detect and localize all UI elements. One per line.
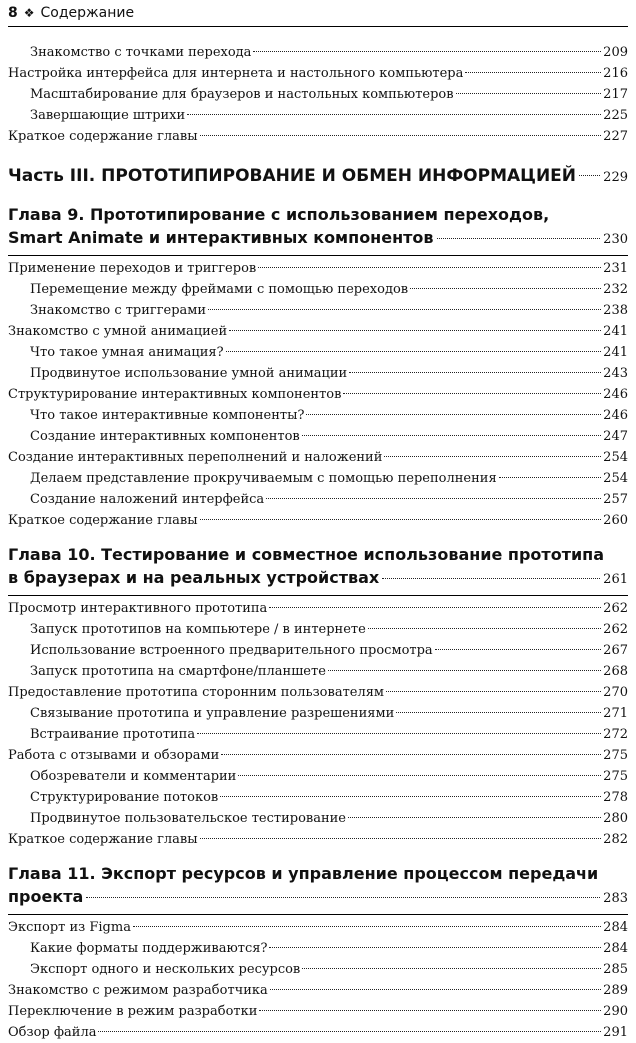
toc-entry: [8, 661, 628, 682]
part-title: Часть III. ПРОТОТИПИРОВАНИЕ И ОБМЕН ИНФОРМАЦИЕЙ: [8, 166, 577, 186]
leader-dots: [348, 817, 601, 818]
leader-dots: [221, 754, 601, 755]
entry-title: Завершающие штрихи: [30, 108, 186, 123]
entry-page: 260: [603, 513, 628, 528]
entry-page: 225: [603, 108, 628, 123]
leader-dots: [226, 351, 602, 352]
toc-entry: [8, 1022, 628, 1043]
entry-title: Создание интерактивных компонентов: [30, 429, 300, 444]
entry-title: Краткое содержание главы: [8, 129, 198, 144]
toc-entry: [8, 938, 628, 959]
entry-title: Продвинутое пользовательское тестирование: [30, 811, 346, 826]
toc-entry: [8, 489, 628, 510]
entry-page: 241: [603, 324, 628, 339]
entry-title: Настройка интерфейса для интернета и настольного компьютера: [8, 66, 464, 81]
entry-title: Создание наложений интерфейса: [30, 492, 265, 507]
part-heading: [8, 161, 628, 191]
leader-dots: [384, 456, 601, 457]
leader-dots: [343, 393, 601, 394]
toc-entry: [8, 426, 628, 447]
toc-entry: [8, 321, 628, 342]
leader-dots: [200, 838, 602, 839]
chapter-title-line2: [8, 226, 628, 251]
entry-title: Что такое умная анимация?: [30, 345, 224, 360]
toc-entry: [8, 279, 628, 300]
entry-title: Экспорт из Figma: [8, 920, 131, 935]
entry-title: Экспорт одного и нескольких ресурсов: [30, 962, 301, 977]
entry-title: Структурирование интерактивных компонентов: [8, 387, 342, 402]
entry-title: Краткое содержание главы: [8, 513, 198, 528]
leader-dots: [579, 175, 600, 176]
entry-page: 262: [603, 622, 628, 637]
chapter-title-line2-text: проекта: [8, 887, 84, 906]
entry-page: 216: [603, 66, 628, 81]
toc-entry: [8, 917, 628, 938]
entry-title: Предоставление прототипа сторонним пользователям: [8, 685, 385, 700]
toc-entry: [8, 468, 628, 489]
entry-page: 284: [603, 941, 628, 956]
toc-entry: [8, 384, 628, 405]
entry-title: Работа с отзывами и обзорами: [8, 748, 220, 763]
leader-dots: [437, 238, 601, 239]
entry-title: Создание интерактивных переполнений и наложений: [8, 450, 383, 465]
leader-dots: [410, 288, 601, 289]
chapter-title-line2: [8, 885, 628, 910]
entry-title: Знакомство с точками перехода: [30, 45, 252, 60]
header-title: Содержание: [40, 5, 135, 21]
leader-dots: [368, 628, 601, 629]
entry-page: 238: [603, 303, 628, 318]
toc-entry: [8, 300, 628, 321]
leader-dots: [499, 477, 602, 478]
toc-entry: [8, 363, 628, 384]
entry-title: Обозреватели и комментарии: [30, 769, 237, 784]
leader-dots: [456, 93, 602, 94]
toc-entry: [8, 619, 628, 640]
entry-page: 232: [603, 282, 628, 297]
entry-page: 262: [603, 601, 628, 616]
leader-dots: [229, 330, 601, 331]
entry-title: Встраивание прототипа: [30, 727, 196, 742]
leader-dots: [258, 267, 601, 268]
leader-dots: [269, 607, 601, 608]
entry-page: 285: [603, 962, 628, 977]
leader-dots: [270, 989, 601, 990]
chapter-heading: [8, 862, 628, 910]
entry-page: 243: [603, 366, 628, 381]
toc-entry: [8, 258, 628, 279]
entry-page: 268: [603, 664, 628, 679]
leader-dots: [259, 1010, 601, 1011]
leader-dots: [349, 372, 601, 373]
entry-page: 246: [603, 387, 628, 402]
table-of-contents: [8, 42, 628, 1043]
chapter-page: 283: [603, 891, 628, 906]
part-page: 229: [603, 170, 628, 185]
chapter-title-line1: Глава 11. Экспорт ресурсов и управление процессом передачи: [8, 864, 599, 883]
entry-page: 241: [603, 345, 628, 360]
entry-page: 209: [603, 45, 628, 60]
chapter-entries: [8, 917, 628, 1043]
chapter-page: 230: [603, 232, 628, 247]
entry-page: 247: [603, 429, 628, 444]
toc-entry: [8, 808, 628, 829]
leader-dots: [98, 1031, 601, 1032]
chapter-heading: [8, 543, 628, 591]
entry-page: 280: [603, 811, 628, 826]
toc-entry: [8, 703, 628, 724]
entry-title: Структурирование потоков: [30, 790, 219, 805]
leader-dots: [187, 114, 601, 115]
leader-dots: [200, 135, 602, 136]
page-number: 8: [8, 5, 18, 21]
leader-dots: [200, 519, 602, 520]
leader-dots: [465, 72, 601, 73]
chapter-title-line1: Глава 9. Прототипирование с использованием переходов,: [8, 205, 550, 224]
entry-page: 217: [603, 87, 628, 102]
toc-entry: [8, 724, 628, 745]
leader-dots: [382, 578, 600, 579]
entry-title: Знакомство с триггерами: [30, 303, 207, 318]
entry-page: 271: [603, 706, 628, 721]
chapter-title-line2: [8, 566, 628, 591]
leader-dots: [220, 796, 601, 797]
entry-page: 246: [603, 408, 628, 423]
leader-dots: [208, 309, 601, 310]
toc-entry: [8, 598, 628, 619]
chapter-title-line1: Глава 10. Тестирование и совместное использование прототипа: [8, 545, 605, 564]
entry-title: Знакомство с умной анимацией: [8, 324, 228, 339]
entry-page: 227: [603, 129, 628, 144]
leader-dots: [386, 691, 601, 692]
entry-page: 284: [603, 920, 628, 935]
entry-title: Делаем представление прокручиваемым с помощью переполнения: [30, 471, 497, 486]
toc-entry: [8, 405, 628, 426]
chapter-title-line2-text: Smart Animate и интерактивных компонентов: [8, 228, 434, 247]
entry-page: 291: [603, 1025, 628, 1040]
leader-dots: [435, 649, 602, 650]
toc-entry: [8, 787, 628, 808]
chapter-entries: [8, 258, 628, 531]
entry-title: Применение переходов и триггеров: [8, 261, 257, 276]
entry-page: 290: [603, 1004, 628, 1019]
toc-entry: [8, 342, 628, 363]
entry-title: Масштабирование для браузеров и настольных компьютеров: [30, 87, 454, 102]
leader-dots: [396, 712, 601, 713]
entry-title: Связывание прототипа и управление разрешениями: [30, 706, 395, 721]
entry-page: 257: [603, 492, 628, 507]
toc-entry: [8, 42, 628, 63]
toc-entry: [8, 84, 628, 105]
leader-dots: [302, 968, 601, 969]
toc-entry: [8, 63, 628, 84]
leader-dots: [253, 51, 601, 52]
entry-title: Запуск прототипов на компьютере / в интернете: [30, 622, 366, 637]
entry-page: 254: [603, 471, 628, 486]
entry-title: Обзор файла: [8, 1025, 97, 1040]
entry-title: Использование встроенного предварительного просмотра: [30, 643, 433, 658]
entry-page: 270: [603, 685, 628, 700]
toc-entry: [8, 682, 628, 703]
chapters: [8, 203, 628, 1043]
entry-page: 254: [603, 450, 628, 465]
toc-entry: [8, 447, 628, 468]
diamond-separator-icon: ❖: [23, 6, 35, 20]
toc-entry: [8, 126, 628, 147]
toc-entry: [8, 980, 628, 1001]
leader-dots: [302, 435, 601, 436]
entry-page: 289: [603, 983, 628, 998]
leader-dots: [197, 733, 601, 734]
chapter-heading: [8, 203, 628, 251]
running-header: [8, 0, 628, 27]
toc-entry: [8, 105, 628, 126]
entry-title: Переключение в режим разработки: [8, 1004, 258, 1019]
toc-entry: [8, 745, 628, 766]
leader-dots: [266, 498, 601, 499]
toc-entry: [8, 1001, 628, 1022]
toc-entries-pre: [8, 42, 628, 147]
leader-dots: [269, 947, 601, 948]
toc-entry: [8, 829, 628, 850]
chapter-divider: [8, 595, 628, 596]
chapter-page: 261: [603, 572, 628, 587]
leader-dots: [306, 414, 601, 415]
leader-dots: [238, 775, 601, 776]
entry-title: Что такое интерактивные компоненты?: [30, 408, 305, 423]
leader-dots: [86, 897, 600, 898]
chapter-divider: [8, 914, 628, 915]
leader-dots: [328, 670, 601, 671]
entry-page: 267: [603, 643, 628, 658]
entry-title: Просмотр интерактивного прототипа: [8, 601, 268, 616]
toc-entry: [8, 510, 628, 531]
toc-entry: [8, 640, 628, 661]
entry-title: Продвинутое использование умной анимации: [30, 366, 348, 381]
chapter-divider: [8, 255, 628, 256]
entry-title: Знакомство с режимом разработчика: [8, 983, 268, 998]
leader-dots: [133, 926, 601, 927]
toc-entry: [8, 959, 628, 980]
entry-title: Запуск прототипа на смартфоне/планшете: [30, 664, 326, 679]
entry-page: 231: [603, 261, 628, 276]
entry-title: Перемещение между фреймами с помощью переходов: [30, 282, 409, 297]
entry-title: Краткое содержание главы: [8, 832, 198, 847]
toc-entry: [8, 766, 628, 787]
entry-page: 278: [603, 790, 628, 805]
entry-page: 282: [603, 832, 628, 847]
entry-title: Какие форматы поддерживаются?: [30, 941, 268, 956]
chapter-entries: [8, 598, 628, 850]
entry-page: 272: [603, 727, 628, 742]
chapter-title-line2-text: в браузерах и на реальных устройствах: [8, 568, 380, 587]
entry-page: 275: [603, 769, 628, 784]
entry-page: 275: [603, 748, 628, 763]
